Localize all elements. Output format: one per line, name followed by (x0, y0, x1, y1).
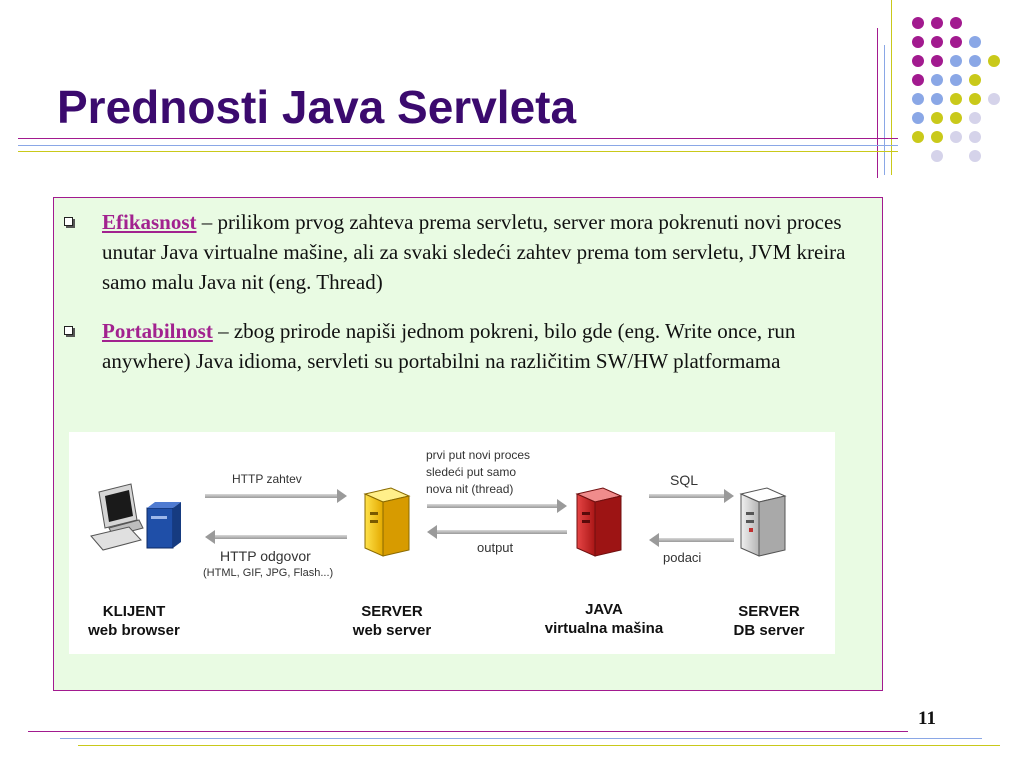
web-server-label-line-1: SERVER (361, 603, 423, 620)
db-server-label-line-1: SERVER (738, 603, 800, 620)
bullet-efficiency (64, 207, 864, 303)
bullet-body: – zbog prirode napiši jednom pokreni, bilo gde (eng. Write once, run anywhere) Java idioma, servleti su portabilni na različitim SW/HW platformama (102, 319, 796, 373)
jvm-label-line-1: JAVA (585, 601, 623, 618)
dots (912, 17, 1000, 162)
web-server-icon (365, 488, 409, 556)
data-label: podaci (663, 550, 702, 565)
architecture-diagram (69, 432, 835, 654)
http-response-label: HTTP odgovor (220, 548, 311, 564)
arrow-right-icon (205, 489, 347, 503)
bullet-square-icon (64, 217, 73, 226)
arrow-left-icon (649, 533, 734, 547)
bullet-portability (64, 316, 864, 412)
title-underline-olive (18, 151, 898, 152)
client-label-line-2: web browser (88, 622, 180, 639)
arrow-right-icon (427, 499, 567, 513)
web-server-label (327, 602, 457, 640)
jvm-server-icon (577, 488, 621, 556)
db-server-label (709, 602, 829, 640)
footer-line-blue (60, 738, 982, 739)
footer-line-olive (78, 745, 1000, 746)
db-server-icon (741, 488, 785, 556)
page-number: 11 (918, 708, 936, 729)
footer-line-purple (28, 731, 908, 732)
client-computer-icon (91, 484, 181, 550)
title-underline-blue (18, 145, 898, 146)
client-label-line-1: KLIJENT (102, 603, 166, 620)
decorative-vline-1 (877, 28, 878, 178)
jvm-note-line-2: sledeći put samo (426, 465, 517, 479)
title-underline-purple (18, 138, 898, 139)
sql-label: SQL (670, 472, 699, 488)
web-server-label-line-2: web server (352, 622, 432, 639)
http-request-label: HTTP zahtev (232, 472, 302, 486)
client-label (69, 602, 199, 640)
arrow-left-icon (427, 525, 567, 539)
decorative-vline-3 (891, 0, 892, 175)
response-types-label: (HTML, GIF, JPG, Flash...) (203, 567, 334, 579)
bullet-term: Portabilnost (102, 319, 213, 343)
jvm-note-line-3: nova nit (thread) (426, 482, 514, 496)
decorative-dot-grid (900, 10, 1010, 170)
bullet-body: – prilikom prvog zahteva prema servletu, server mora pokrenuti novi proces unutar Java virtualne mašine, ali za svaki sledeći zahtev prema tom servletu, JVM kreira samo malu Java nit (eng. Thread) (102, 210, 846, 294)
bullet-square-icon (64, 326, 73, 335)
jvm-label (524, 600, 684, 638)
db-server-label-line-2: DB server (733, 622, 805, 639)
jvm-note-line-1: prvi put novi proces (426, 448, 531, 462)
bullet-text (102, 316, 862, 376)
bullet-term: Efikasnost (102, 210, 197, 234)
page-title: Prednosti Java Servleta (57, 81, 577, 133)
output-label: output (477, 540, 514, 555)
jvm-label-line-2: virtualna mašina (544, 620, 664, 637)
bullet-text (102, 207, 862, 297)
arrow-left-icon (205, 530, 347, 544)
arrow-right-icon (649, 489, 734, 503)
decorative-vline-2 (884, 45, 885, 175)
